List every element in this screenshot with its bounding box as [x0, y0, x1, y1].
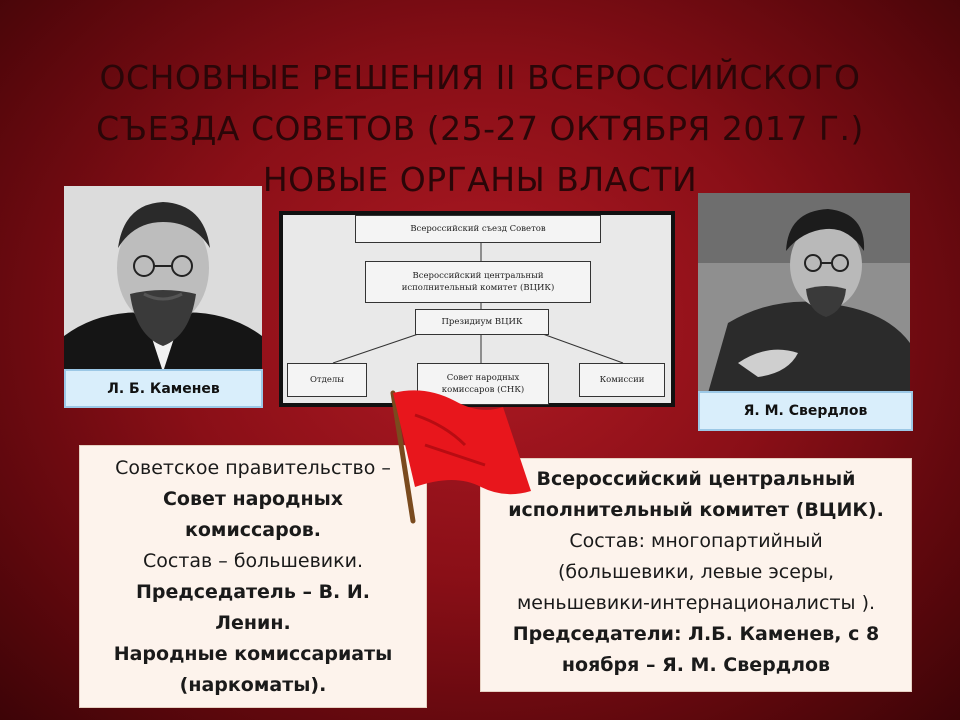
title-line-1: ОСНОВНЫЕ РЕШЕНИЯ II ВСЕРОССИЙСКОГО — [99, 58, 861, 97]
presidium-box: Президиум ВЦИК — [415, 309, 549, 335]
kamenev-caption: Л. Б. Каменев — [64, 369, 263, 408]
congress-box: Всероссийский съезд Советов — [355, 215, 601, 243]
right-panel-line-5: меньшевики-интернационалисты ). — [516, 592, 876, 614]
left-panel-line-4: Состав – большевики. — [143, 550, 363, 572]
snk-box: Совет народных комиссаров (СНК) — [417, 363, 549, 405]
right-panel-line-3: Состав: многопартийный — [569, 530, 823, 552]
title-line-3: НОВЫЕ ОРГАНЫ ВЛАСТИ — [262, 160, 698, 199]
right-panel-line-7: ноября – Я. М. Свердлов — [561, 654, 831, 676]
government-info-panel — [79, 445, 427, 708]
left-panel-line-8: (наркоматы). — [179, 674, 327, 696]
left-panel-line-1: Советское правительство – — [115, 457, 391, 479]
right-panel-line-4: (большевики, левые эсеры, — [557, 561, 835, 583]
power-structure-diagram — [279, 211, 675, 407]
sverdlov-caption: Я. М. Свердлов — [698, 391, 913, 431]
left-panel-line-6: Ленин. — [215, 612, 291, 634]
vtsik-box: Всероссийский центральный исполнительный комитет (ВЦИК) — [365, 261, 591, 303]
departments-box: Отделы — [287, 363, 367, 397]
red-flag-icon — [385, 385, 535, 530]
slide-title — [40, 52, 920, 205]
kamenev-portrait — [64, 186, 262, 372]
sverdlov-portrait — [698, 193, 910, 393]
right-panel-line-2: исполнительный комитет (ВЦИК). — [508, 499, 884, 521]
vtsik-info-panel — [480, 458, 912, 692]
title-line-2: СЪЕЗДА СОВЕТОВ (25-27 ОКТЯБРЯ 2017 Г.) — [96, 109, 864, 148]
right-panel-line-6: Председатели: Л.Б. Каменев, с 8 — [512, 623, 880, 645]
commissions-box: Комиссии — [579, 363, 665, 397]
left-panel-line-3: комиссаров. — [184, 519, 322, 541]
left-panel-line-2: Совет народных — [162, 488, 344, 510]
right-panel-line-1: Всероссийский центральный — [536, 468, 856, 490]
left-panel-line-7: Народные комиссариаты — [113, 643, 393, 665]
left-panel-line-5: Председатель – В. И. — [135, 581, 371, 603]
